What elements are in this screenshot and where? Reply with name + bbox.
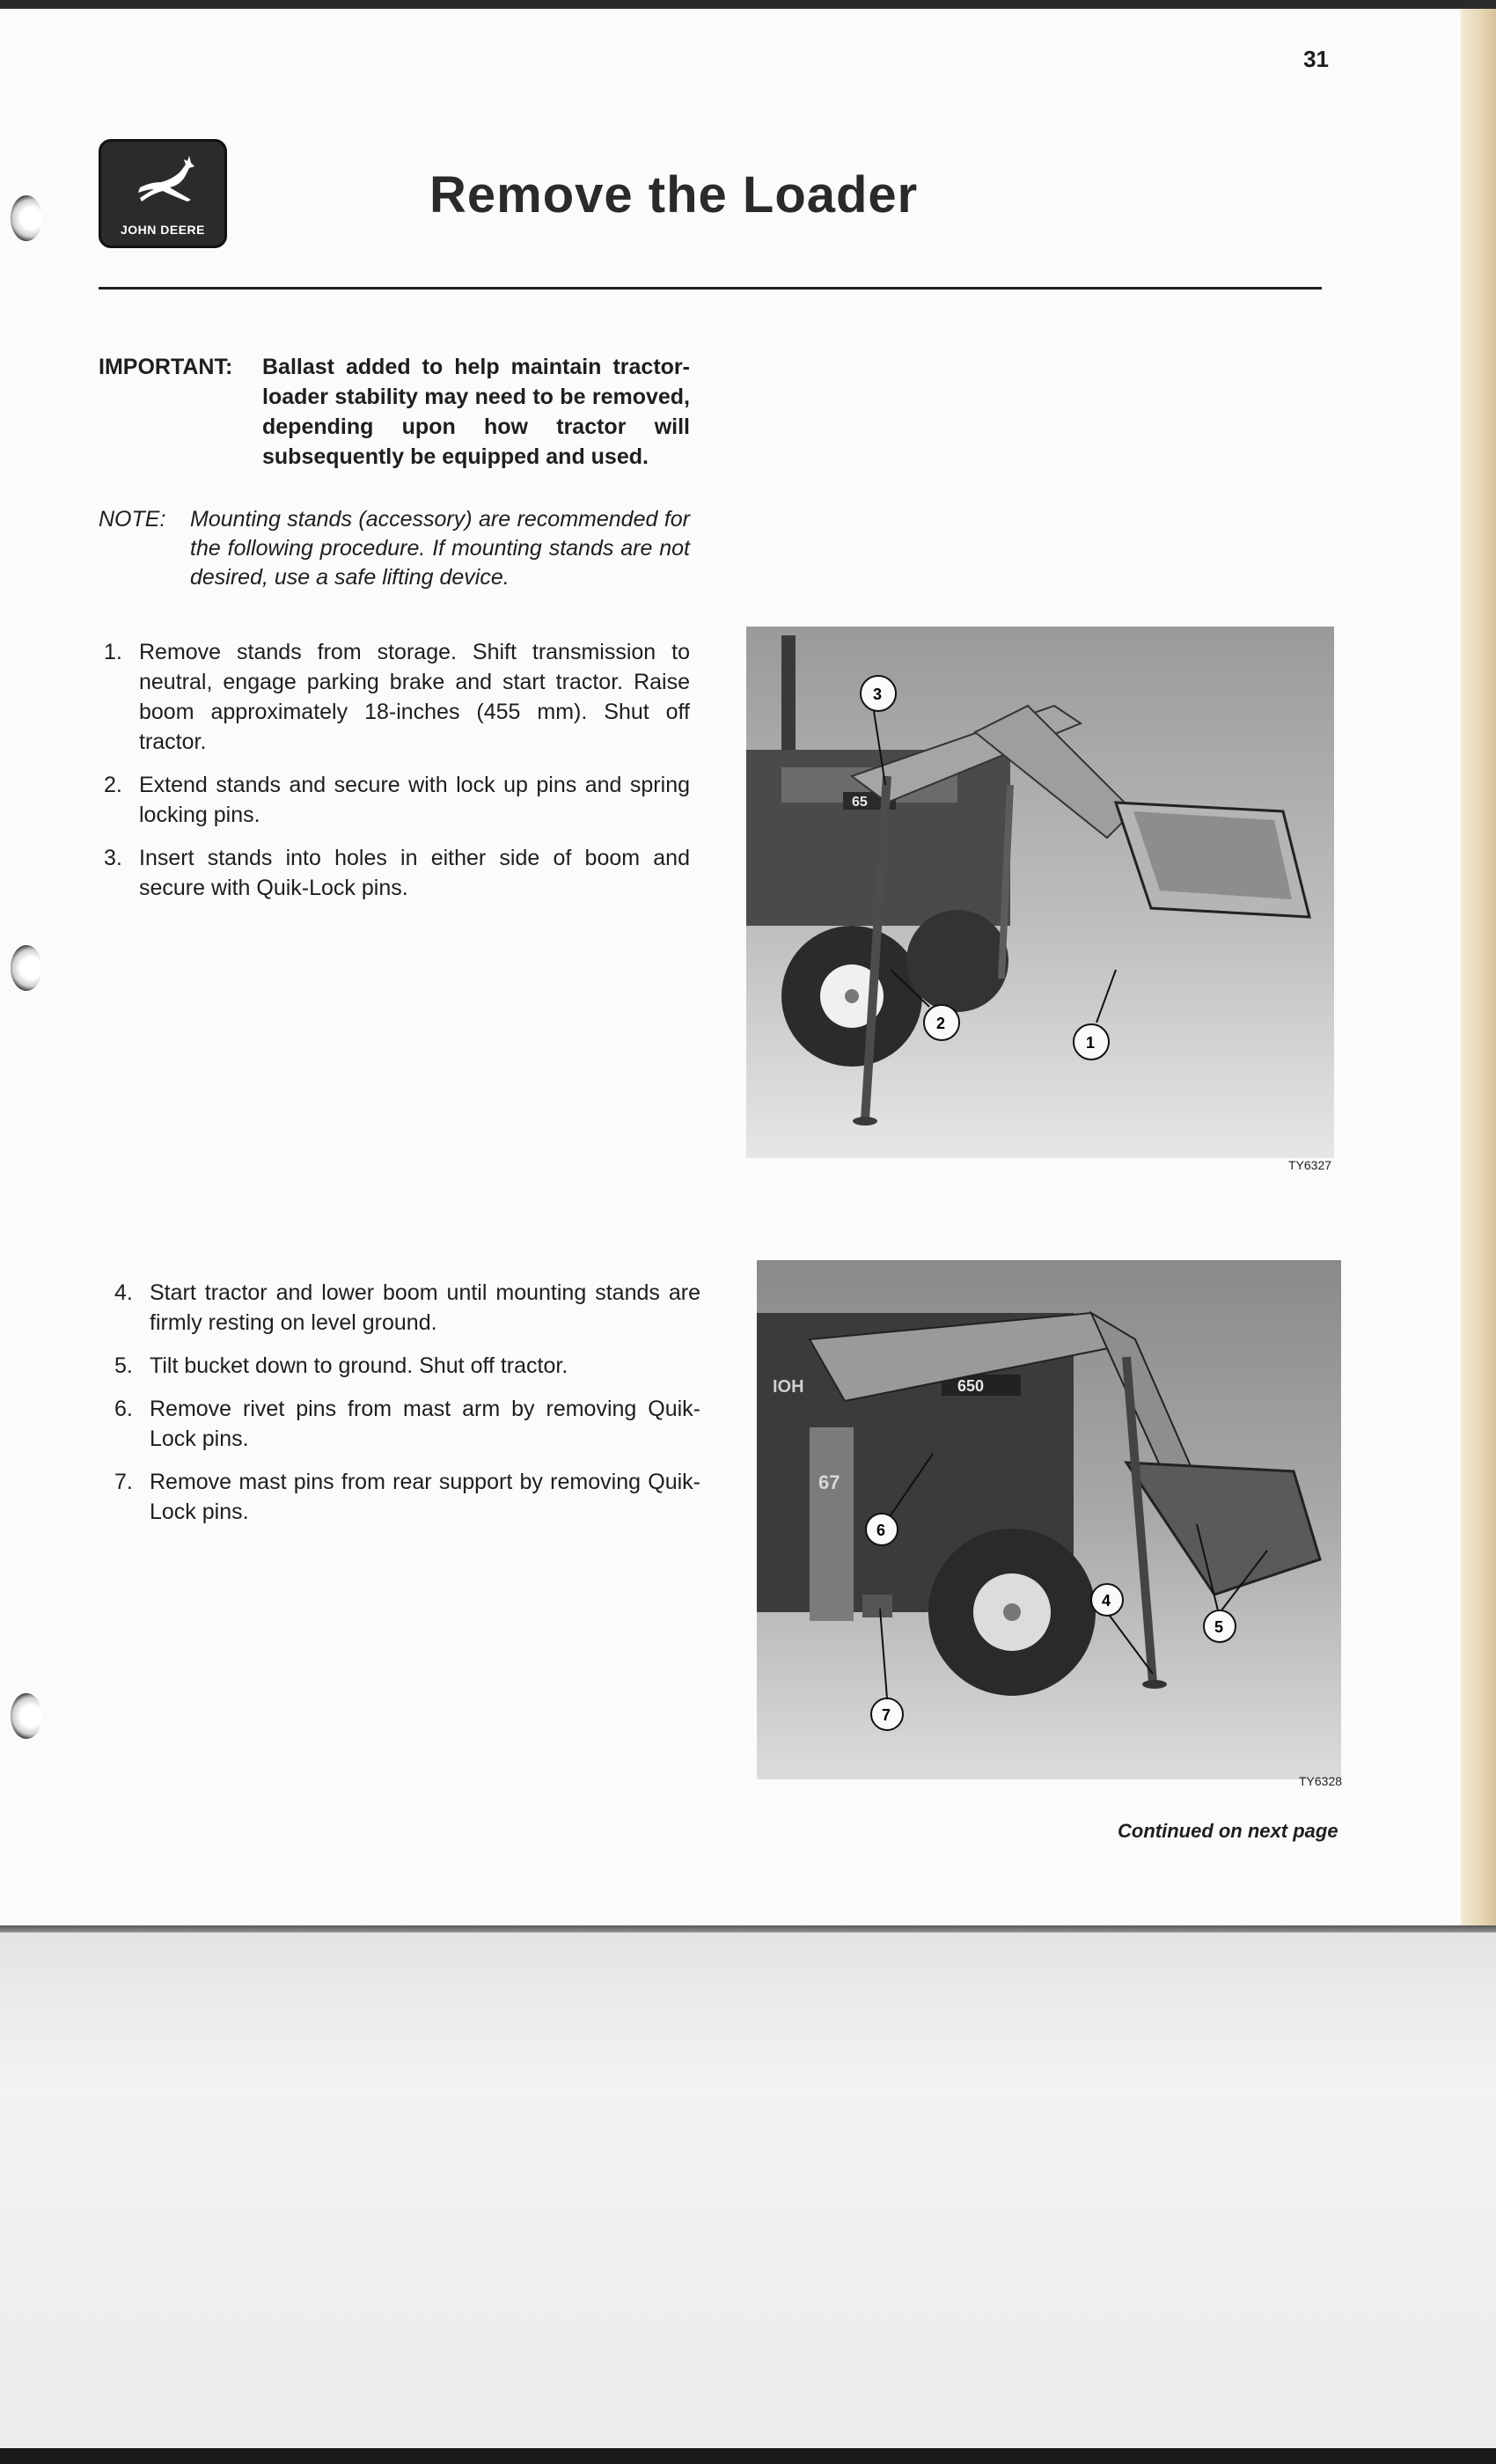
john-deere-logo xyxy=(99,139,227,248)
callout-number: 5 xyxy=(1214,1618,1224,1636)
continued-notice: Continued on next page xyxy=(1118,1820,1338,1842)
callout-number: 4 xyxy=(1102,1592,1111,1610)
binder-hole xyxy=(11,195,42,241)
tractor-loader-illustration xyxy=(757,1260,1341,1779)
side-label: IOH xyxy=(773,1377,804,1397)
note-block xyxy=(99,505,690,592)
step-item xyxy=(109,1467,700,1527)
binder-hole xyxy=(11,945,42,991)
step-text: Remove mast pins from rear support by removing Quik-Lock pins. xyxy=(150,1470,700,1524)
page-title: Remove the Loader xyxy=(429,166,919,224)
model-badge: 65 xyxy=(852,795,868,810)
step-item xyxy=(99,843,690,903)
callout-number: 3 xyxy=(873,686,883,703)
figure-code: TY6328 xyxy=(1299,1774,1343,1788)
step-number: 6. xyxy=(114,1397,133,1421)
callout-number: 2 xyxy=(936,1015,946,1032)
step-text: Insert stands into holes in either side of boom and secure with Quik-Lock pins. xyxy=(139,846,690,900)
procedure-steps-part2 xyxy=(109,1278,700,1540)
scan-border-top xyxy=(0,0,1496,9)
step-number: 7. xyxy=(114,1470,133,1494)
logo-text: JOHN DEERE xyxy=(120,223,206,237)
step-number: 5. xyxy=(114,1353,133,1378)
step-item xyxy=(99,637,690,757)
scan-border-bottom xyxy=(0,2448,1496,2464)
step-number: 4. xyxy=(114,1280,133,1305)
step-number: 2. xyxy=(104,773,122,797)
step-number: 3. xyxy=(104,846,122,870)
step-text: Remove stands from storage. Shift transmission to neutral, engage parking brake and start tractor. Raise boom approximately 18-inches (455 mm). Shut off tractor. xyxy=(139,640,690,754)
step-text: Start tractor and lower boom until mounting stands are firmly resting on level ground. xyxy=(150,1280,700,1335)
step-item xyxy=(109,1351,700,1381)
page-stack-edge xyxy=(1461,9,1496,1929)
callout-number: 1 xyxy=(1086,1034,1096,1052)
binder-hole xyxy=(11,1693,42,1739)
figure-code: TY6327 xyxy=(1288,1158,1332,1172)
note-label: NOTE: xyxy=(99,507,166,532)
step-item xyxy=(109,1394,700,1454)
callout-number: 7 xyxy=(882,1706,891,1724)
note-text: Mounting stands (accessory) are recommended for the following procedure. If mounting stands are not desired, use a safe lifting device. xyxy=(190,507,690,590)
step-text: Remove rivet pins from mast arm by removing Quik-Lock pins. xyxy=(150,1397,700,1451)
step-text: Extend stands and secure with lock up pins and spring locking pins. xyxy=(139,773,690,827)
title-divider xyxy=(99,287,1322,290)
step-text: Tilt bucket down to ground. Shut off tractor. xyxy=(150,1353,568,1378)
important-label: IMPORTANT: xyxy=(99,355,233,379)
photo-loader-pins xyxy=(757,1260,1341,1779)
leaping-deer-icon xyxy=(133,149,198,210)
step-item xyxy=(99,770,690,830)
photo-loader-on-stands xyxy=(746,627,1334,1158)
callout-number: 6 xyxy=(876,1522,886,1539)
procedure-steps-part1 xyxy=(99,637,690,916)
tractor-loader-illustration xyxy=(746,627,1334,1158)
scanner-background xyxy=(0,1932,1496,2448)
step-number: 1. xyxy=(104,640,122,664)
important-notice xyxy=(99,352,690,472)
model-badge: 650 xyxy=(957,1377,985,1395)
page-bottom-edge xyxy=(0,1925,1496,1932)
page-number: 31 xyxy=(1303,46,1329,72)
step-item xyxy=(109,1278,700,1338)
important-text: Ballast added to help maintain tractor-loader stability may need to be removed, depending upon how tractor will subsequently be equipped and used. xyxy=(262,355,690,469)
loader-label: 67 xyxy=(818,1471,840,1493)
